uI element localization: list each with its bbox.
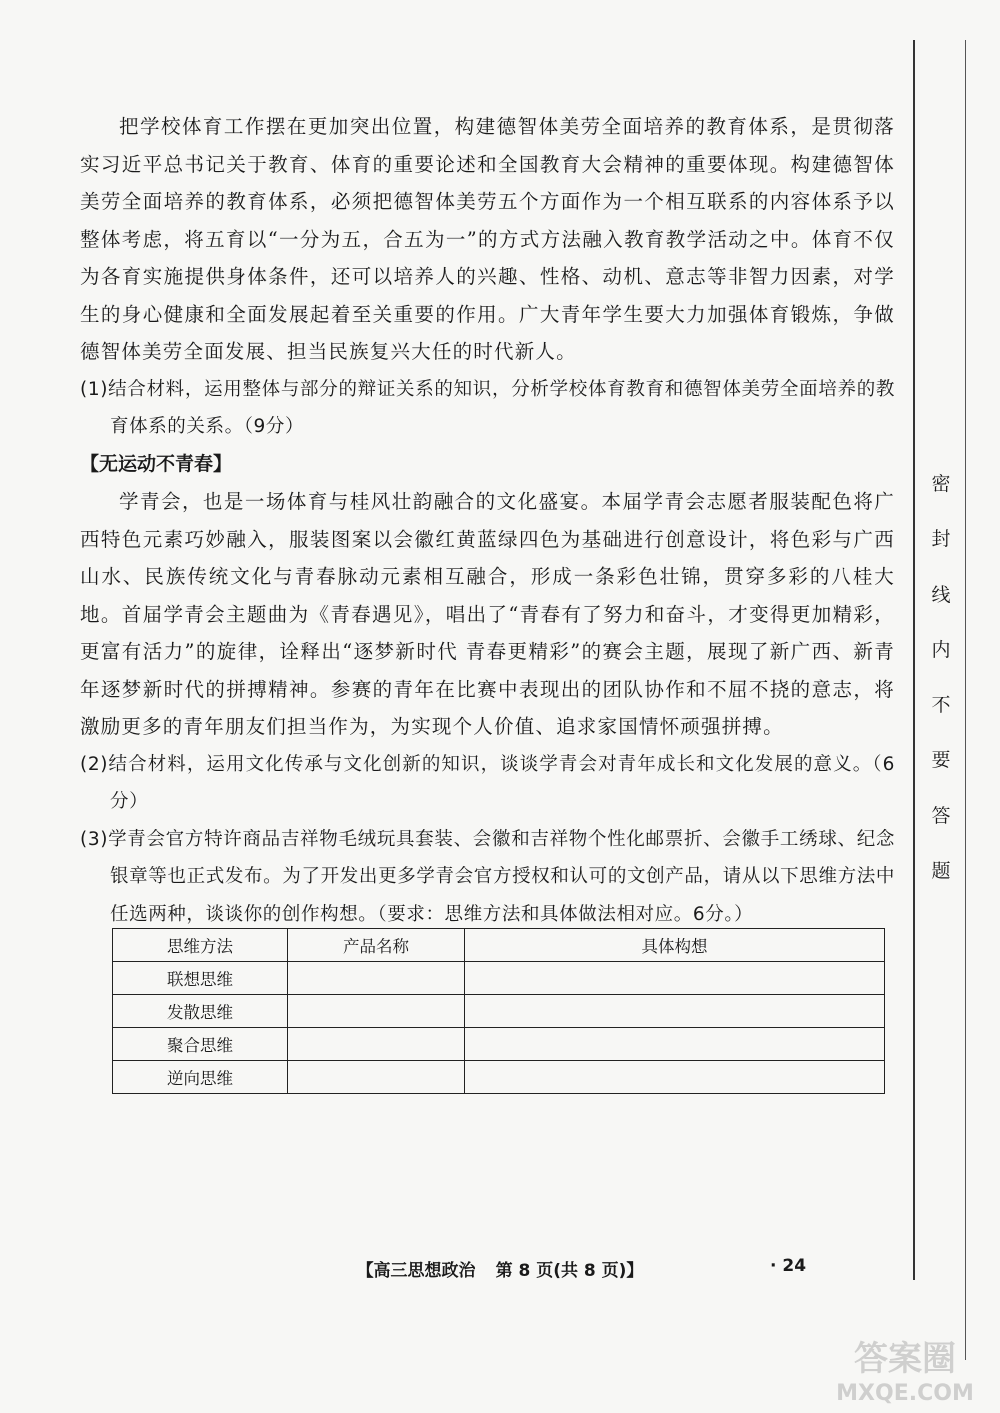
row-idea-cell[interactable]	[465, 1061, 885, 1094]
row-idea-cell[interactable]	[465, 1028, 885, 1061]
seal-char: 要	[931, 749, 951, 772]
seal-char: 答	[931, 804, 951, 827]
table-row	[113, 962, 885, 995]
seal-char: 线	[931, 583, 951, 606]
watermark-logo-icon	[820, 1332, 990, 1406]
material-paragraph-1: 把学校体育工作摆在更加突出位置，构建德智体美劳全面培养的教育体系，是贯彻落实习近平总书记关于教育、体育的重要论述和全国教育大会精神的重要体现。构建德智体美劳全面培养的教育体系，必须把德智体美劳五个方面作为一个相互联系的内容体系予以整体考虑，将五育以“一分为五，合五为一”的方式方法融入教育教学活动之中。体育不仅为各育实施提供身体条件，还可以培养人的兴趣、性格、动机、意志等非智力因素，对学生的身心健康和全面发展起着至关重要的作用。广大青年学生要大力加强体育锻炼，争做德智体美劳全面发展、担当民族复兴大任的时代新人。	[80, 115, 895, 363]
seal-char: 题	[931, 860, 951, 883]
row-method: 逆向思维	[113, 1061, 288, 1094]
watermark-text-top: 答案圈	[854, 1339, 956, 1379]
footer-subject: 【高三思想政治	[356, 1261, 476, 1281]
footer-code: · 24	[770, 1256, 807, 1276]
row-product-cell[interactable]	[288, 995, 465, 1028]
question-2: (2)结合材料，运用文化传承与文化创新的知识，谈谈学青会对青年成长和文化发展的意义。（6分）	[80, 753, 895, 812]
row-method: 联想思维	[113, 962, 288, 995]
seal-line-right	[965, 40, 966, 1360]
question-3: (3)学青会官方特许商品吉祥物毛绒玩具套装、会徽和吉祥物个性化邮票折、会徽手工绣球、纪念银章等也正式发布。为了开发出更多学青会官方授权和认可的文创产品，请从以下思维方法中任选两种，谈谈你的创作构想。（要求：思维方法和具体做法相对应。6分。）	[80, 828, 895, 925]
seal-char: 内	[931, 638, 951, 661]
table-row	[113, 1028, 885, 1061]
seal-line-left	[913, 40, 915, 1280]
section-title: 【无运动不青春】	[80, 452, 233, 475]
material-paragraph-2: 学青会，也是一场体育与桂风壮韵融合的文化盛宴。本届学青会志愿者服装配色将广西特色元素巧妙融入，服装图案以会徽红黄蓝绿四色为基础进行创意设计，将色彩与广西山水、民族传统文化与青春脉动元素相互融合，形成一条彩色壮锦，贯穿多彩的八桂大地。首届学青会主题曲为《青春遇见》，唱出了“青春有了努力和奋斗，才变得更加精彩，更富有活力”的旋律，诠释出“逐梦新时代 青春更精彩”的赛会主题，展现了新广西、新青年逐梦新时代的拼搏精神。参赛的青年在比赛中表现出的团队协作和不屈不挠的意志，将激励更多的青年朋友们担当作为，为实现个人价值、追求家国情怀顽强拼搏。	[80, 490, 895, 738]
watermark-text-bottom: MXQE.COM	[836, 1381, 974, 1406]
table-row	[113, 995, 885, 1028]
seal-char: 不	[931, 694, 951, 717]
row-product-cell[interactable]	[288, 1028, 465, 1061]
header-method: 思维方法	[113, 929, 288, 962]
answer-table	[112, 928, 885, 1094]
header-idea: 具体构想	[465, 929, 885, 962]
table-row	[113, 1061, 885, 1094]
content-area	[80, 108, 895, 933]
footer-page-number: 第 8 页(共 8 页)】	[495, 1261, 644, 1281]
row-product-cell[interactable]	[288, 1061, 465, 1094]
question-1: (1)结合材料，运用整体与部分的辩证关系的知识，分析学校体育教育和德智体美劳全面培养的教育体系的关系。（9分）	[80, 378, 895, 437]
row-idea-cell[interactable]	[465, 995, 885, 1028]
row-method: 聚合思维	[113, 1028, 288, 1061]
seal-char: 密	[931, 473, 951, 495]
table-header-row	[113, 929, 885, 962]
header-product: 产品名称	[288, 929, 465, 962]
row-product-cell[interactable]	[288, 962, 465, 995]
seal-line-notice	[925, 468, 957, 910]
page-footer	[0, 1256, 1000, 1281]
seal-char: 封	[931, 528, 951, 551]
row-idea-cell[interactable]	[465, 962, 885, 995]
row-method: 发散思维	[113, 995, 288, 1028]
